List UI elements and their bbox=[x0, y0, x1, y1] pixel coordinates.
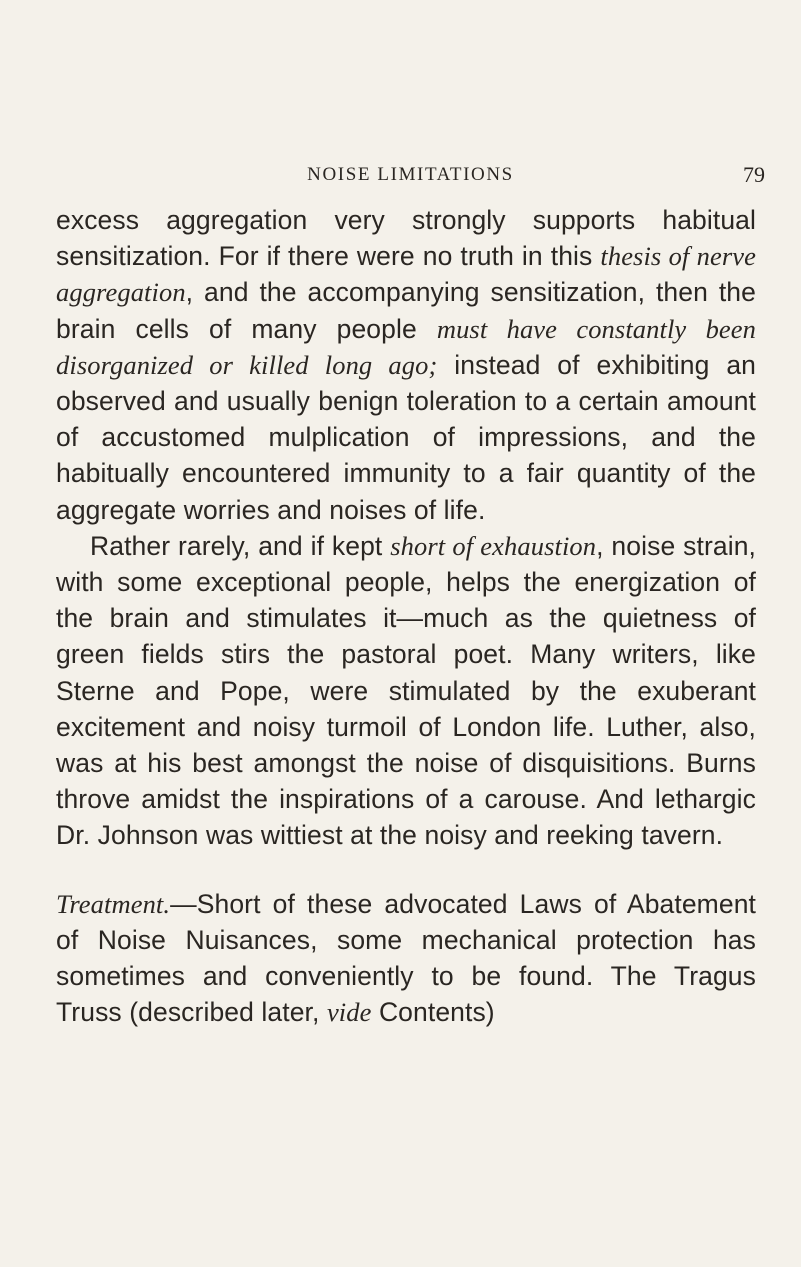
italic-run: short of exhaustion bbox=[390, 530, 597, 561]
italic-run: must have constantly been disorganized or killed long ago; bbox=[56, 313, 756, 380]
text-run: instead of exhibiting an observed and usually benign toleration to a certain amount of accustomed mulplication of impressions, and the habitually encountered immunity to a fair quantity of the aggregate worries and noises of life. bbox=[56, 349, 756, 525]
running-head bbox=[56, 160, 765, 192]
text-run: Contents) bbox=[371, 997, 495, 1028]
paragraph-3 bbox=[56, 886, 756, 1031]
body-text bbox=[56, 202, 756, 1030]
text-run: , and the accompanying sensitization, then the brain cells of many people bbox=[56, 277, 756, 344]
italic-run: vide bbox=[326, 997, 372, 1028]
paragraph-1 bbox=[56, 202, 756, 528]
italic-run: thesis of nerve aggregation bbox=[56, 241, 756, 308]
page-number: 79 bbox=[743, 162, 765, 187]
text-run: Rather rarely, and if kept bbox=[90, 530, 391, 561]
text-run: —Short of these advocated Laws of Abatement of Noise Nuisances, some mechanical protection has sometimes and conveniently to be found. The Tragus Truss (described later, bbox=[56, 888, 756, 1028]
paragraph-gap bbox=[56, 854, 756, 886]
text-run: excess aggregation very strongly supports habitual sensitization. For if there were no truth in this bbox=[56, 205, 756, 272]
running-title: NOISE LIMITATIONS bbox=[307, 164, 514, 185]
italic-run: Treatment. bbox=[56, 888, 171, 919]
paragraph-2 bbox=[56, 528, 756, 854]
text-run: , noise strain, with some exceptional people, helps the energization of the brain and stimulates it—much as the quietness of green fields stirs the pastoral poet. Many writers, like Sterne and Pope, were stimulated by the exuberant excitement and noisy turmoil of London life. Luther, also, was at his best amongst the noise of disquisitions. Burns throve amidst the inspirations of a carouse. And lethargic Dr. Johnson was wittiest at the noisy and reeking tavern. bbox=[56, 530, 757, 851]
